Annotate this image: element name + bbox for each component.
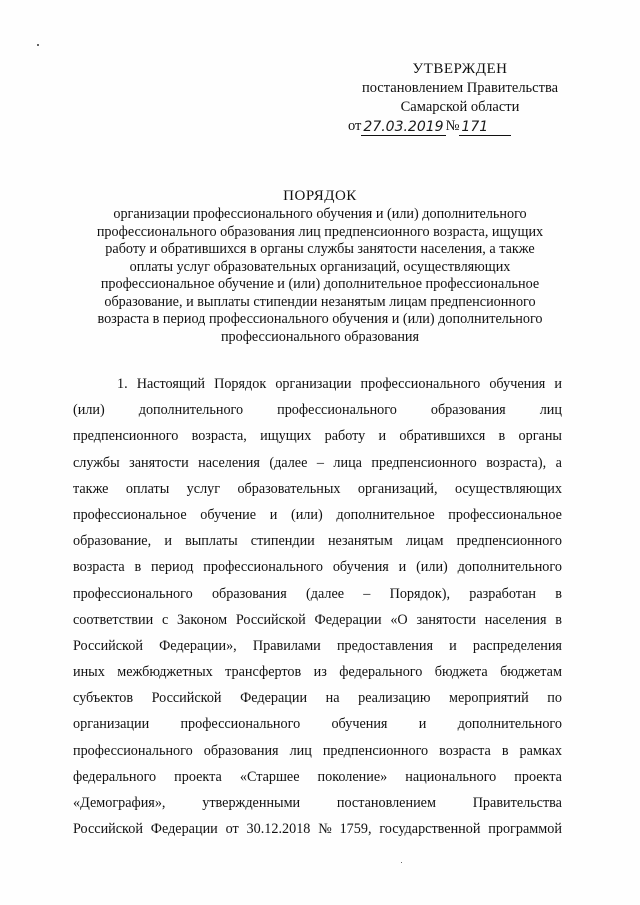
document-title: ПОРЯДОК (283, 188, 357, 204)
number-sign: № (445, 118, 460, 134)
paragraph-line: федерального проекта «Старшее поколение» национального проекта (73, 768, 562, 785)
subtitle-line: возраста в период профессионального обучения и (или) дополнительного (97, 311, 543, 327)
paragraph-line: Российской Федерации», Правилами предоставления и распределения (73, 637, 562, 654)
approved-title: УТВЕРЖДЕН (412, 61, 508, 77)
scan-speck (401, 862, 402, 863)
paragraph-line: предпенсионного возраста, ищущих работу и обратившихся в органы (73, 428, 562, 445)
subtitle-line: профессиональное обучение и (или) дополнительное профессиональное (100, 276, 540, 292)
paragraph-line: 1. Настоящий Порядок организации профессионального обучения и (117, 376, 562, 392)
document-subtitle (78, 206, 562, 346)
paragraph-line: возраста в период профессионального обучения и (или) дополнительного (73, 559, 562, 576)
approval-date-line (340, 117, 580, 136)
paragraph-line: профессиональное обучение и (или) дополнительное профессиональное (73, 506, 562, 523)
paragraph-line: «Демография», утвержденными постановлением Правительства (73, 795, 562, 811)
paragraph-line: службы занятости населения (далее – лица предпенсионного возраста), а (73, 454, 562, 471)
approval-stamp-block (340, 60, 580, 136)
date-prefix: от (348, 118, 362, 134)
paragraph-line: иных межбюджетных трансфертов из федерального бюджета бюджетам (73, 664, 562, 681)
subtitle-line: образование, и выплаты стипендии незанятым лицам предпенсионного (104, 293, 536, 310)
paragraph-line: профессионального образования лиц предпенсионного возраста в рамках (73, 742, 562, 759)
paragraph-1 (73, 371, 562, 842)
subtitle-line: профессионального образования лиц предпенсионного возраста, ищущих (96, 223, 544, 240)
subtitle-line: оплаты услуг образовательных организаций, осуществляющих (129, 258, 511, 275)
handwritten-date: 27.03.2019 (363, 119, 444, 135)
approval-line-region: Самарской области (400, 99, 520, 115)
paragraph-line: образование, и выплаты стипендии незанятым лицам предпенсионного (73, 533, 562, 550)
scan-speck (37, 44, 39, 46)
paragraph-line: профессионального образования (далее – Порядок), разработан в (73, 585, 562, 602)
paragraph-line: (или) дополнительного профессионального образования лиц (73, 402, 562, 419)
subtitle-line: профессионального образования (220, 328, 420, 345)
paragraph-line: соответствии с Законом Российской Федерации «О занятости населения в (73, 611, 562, 628)
paragraph-line: также оплаты услуг образовательных организаций, осуществляющих (73, 480, 562, 497)
paragraph-line: организации профессионального обучения и дополнительного (73, 716, 562, 733)
subtitle-line: организации профессионального обучения и (или) дополнительного (113, 206, 527, 222)
approval-line-resolution: постановлением Правительства (361, 80, 559, 96)
paragraph-line: субъектов Российской Федерации на реализацию мероприятий по (73, 690, 562, 707)
handwritten-number: 171 (459, 119, 511, 136)
subtitle-line: работу и обратившихся в органы службы занятости населения, а также (105, 241, 535, 257)
paragraph-line: Российской Федерации от 30.12.2018 № 1759, государственной программой (73, 821, 562, 838)
